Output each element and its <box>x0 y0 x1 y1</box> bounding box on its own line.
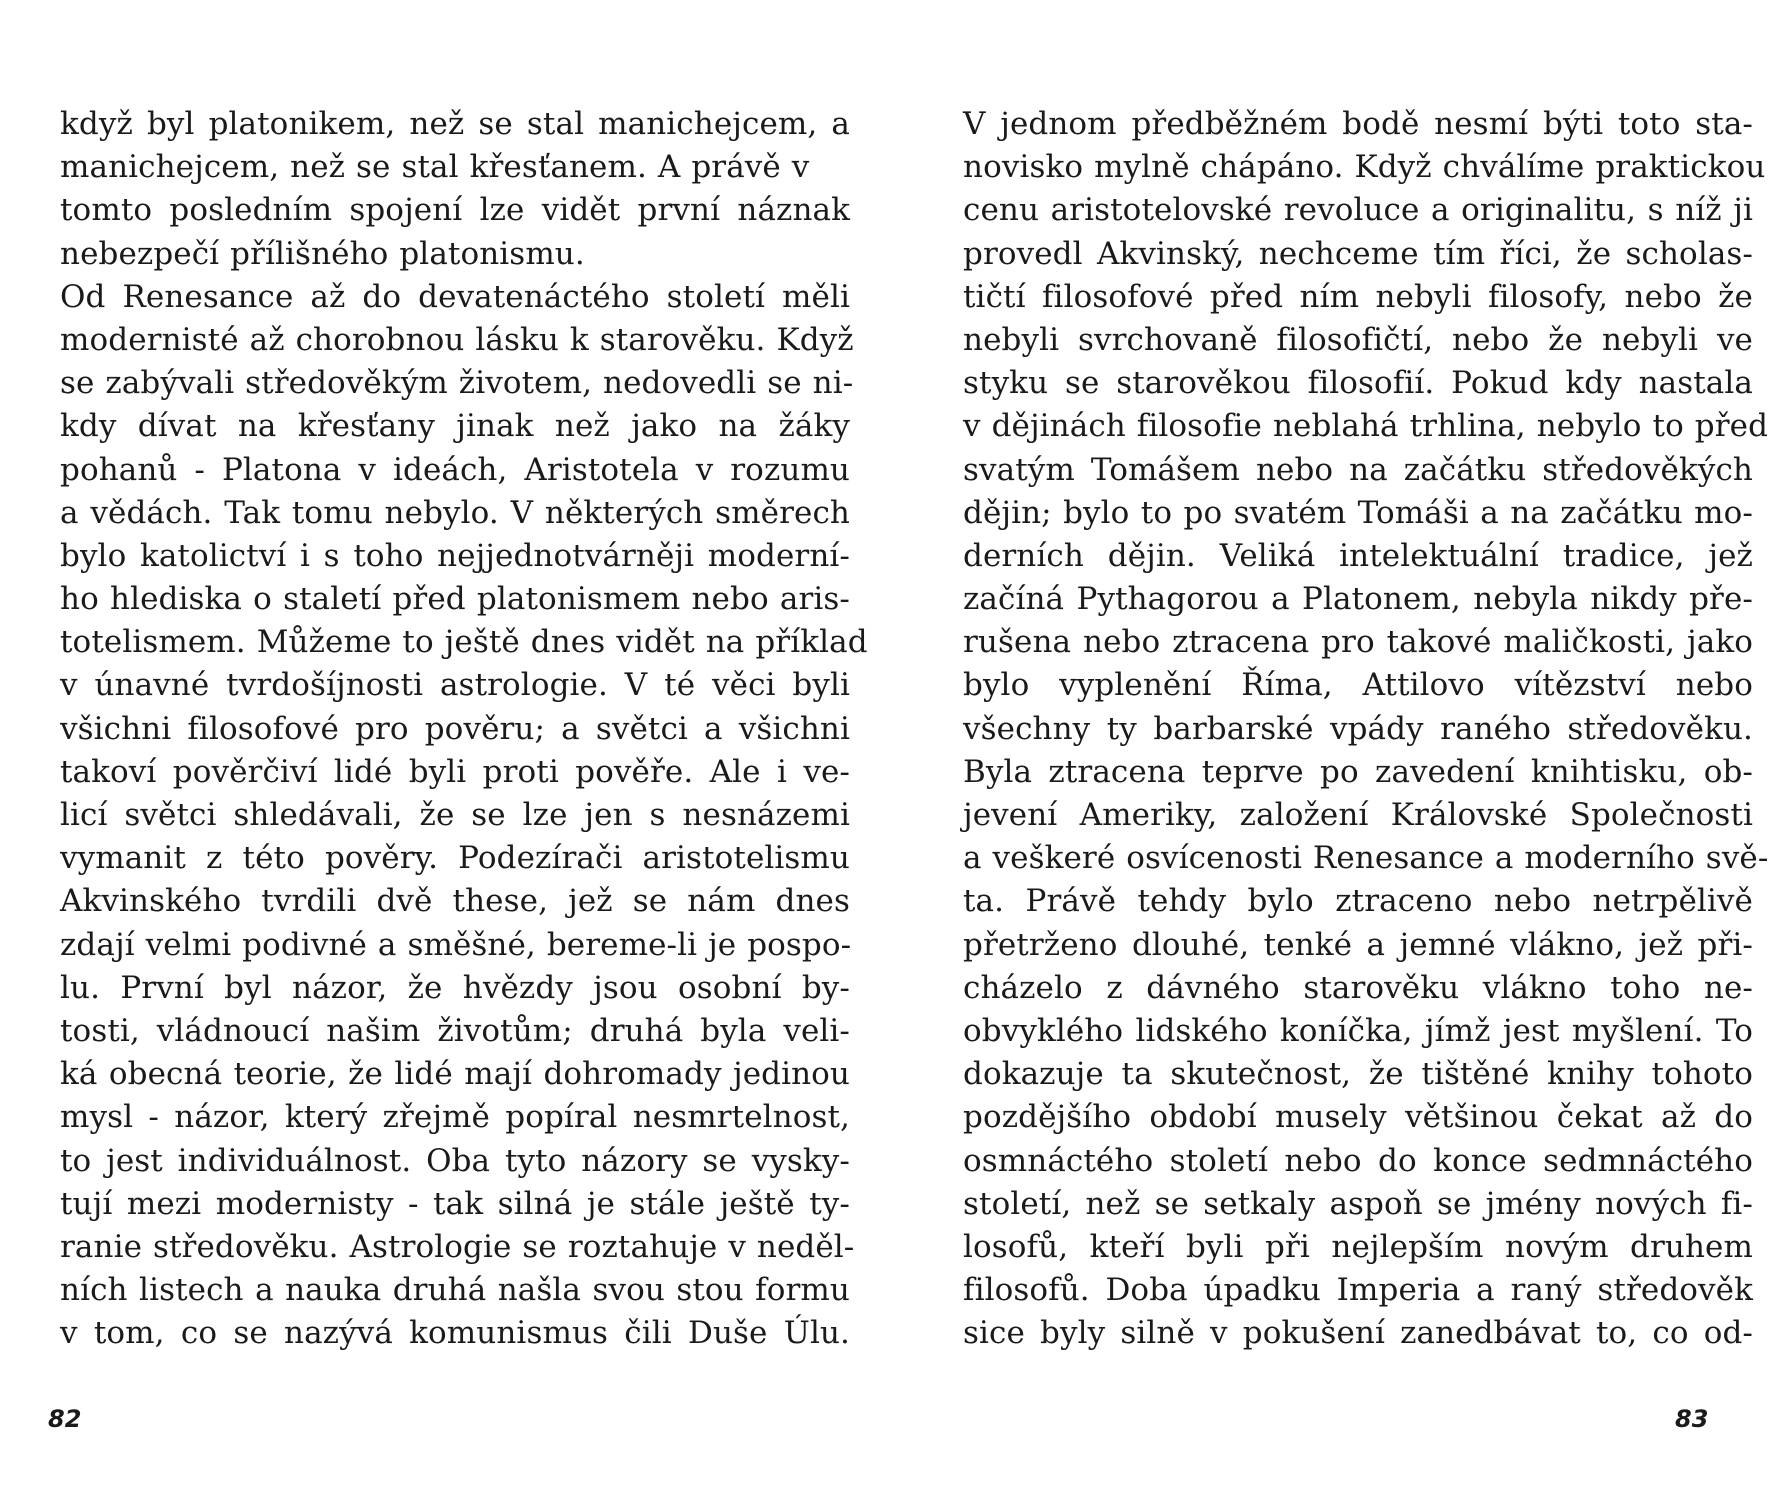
text-line: filosofů. Doba úpadku Imperia a raný středověk <box>963 1272 1753 1309</box>
text-line: ho hlediska o staletí před platonismem nebo aris- <box>60 581 850 618</box>
text-line: nebezpečí přílišného platonismu. <box>60 235 585 272</box>
text-line: osmnáctého století nebo do konce sedmnáctého <box>963 1142 1753 1179</box>
text-line: Od Renesance až do devatenáctého století měli <box>60 278 850 315</box>
text-line: ta. Právě tehdy bylo ztraceno nebo netrpělivě <box>963 883 1753 920</box>
text-line: licí světci shledávali, že se lze jen s nesnázemi <box>60 797 850 833</box>
text-line: lu. První byl názor, že hvězdy jsou osobní by- <box>60 969 850 1006</box>
text-line: sice byly silně v pokušení zanedbávat to, co od- <box>963 1315 1753 1352</box>
text-line: novisko mylně chápáno. Když chválíme praktickou <box>963 149 1766 186</box>
text-line: a vědách. Tak tomu nebylo. V některých směrech <box>60 494 850 531</box>
text-line: provedl Akvinský, nechceme tím říci, že scholas- <box>963 235 1753 272</box>
page-number: 83 <box>1675 1405 1709 1433</box>
text-line: a veškeré osvícenosti Renesance a moderního svě- <box>963 840 1769 877</box>
text-line: v dějinách filosofie neblahá trhlina, nebylo to před <box>963 408 1769 445</box>
text-line: Akvinského tvrdili dvě these, jež se nám dnes <box>60 883 850 920</box>
text-line: ká obecná teorie, že lidé mají dohromady jedinou <box>60 1056 850 1093</box>
page-number: 82 <box>48 1405 82 1433</box>
text-line: tují mezi modernisty - tak silná je stále ještě ty- <box>60 1185 850 1222</box>
text-line: losofů, kteří byli při nejlepším novým druhem <box>963 1228 1753 1265</box>
right-page-text <box>963 103 1769 1355</box>
text-line: pozdějšího období musely většinou čekat až do <box>963 1099 1753 1136</box>
text-line: svatým Tomášem nebo na začátku středověkých <box>963 451 1753 488</box>
text-line: všichni filosofové pro pověru; a světci a všichni <box>60 710 850 747</box>
text-line: století, než se setkaly aspoň se jmény nových fi- <box>963 1185 1753 1222</box>
text-line: modernisté až chorobnou lásku k starověku. Když <box>60 321 854 358</box>
text-line: mysl - názor, který zřejmě popíral nesmrtelnost, <box>60 1099 850 1136</box>
text-line: bylo katolictví i s toho nejjednotvárněji moderní- <box>60 537 850 574</box>
text-line: v tom, co se nazývá komunismus čili Duše Úlu. <box>60 1315 850 1352</box>
text-line: v únavné tvrdošíjnosti astrologie. V té věci byli <box>60 667 850 704</box>
text-line: to jest individuálnost. Oba tyto názory se vysky- <box>60 1142 850 1179</box>
text-line: ranie středověku. Astrologie se roztahuje v neděl- <box>60 1228 855 1265</box>
left-page-text <box>60 103 868 1355</box>
text-line: se zabývali středověkým životem, nedovedli se ni- <box>60 365 854 402</box>
text-line: derních dějin. Veliká intelektuální tradice, jež <box>963 537 1753 574</box>
text-line: dokazuje ta skutečnost, že tištěné knihy tohoto <box>963 1056 1753 1093</box>
text-line: takoví pověrčiví lidé byli proti pověře. Ale i ve- <box>60 753 850 790</box>
text-line: ních listech a nauka druhá našla svou stou formu <box>60 1272 850 1309</box>
text-line: nebyli svrchovaně filosofičtí, nebo že nebyli ve <box>963 321 1753 358</box>
text-line: když byl platonikem, než se stal manichejcem, a <box>60 106 850 142</box>
text-line: začíná Pythagorou a Platonem, nebyla nikdy pře- <box>963 581 1753 618</box>
text-line: zdají velmi podivné a směšné, bereme-li je pospo- <box>60 926 852 963</box>
text-line: Byla ztracena teprve po zavedení knihtisku, ob- <box>963 753 1753 790</box>
text-line: tičtí filosofové před ním nebyli filosofy, nebo že <box>963 278 1753 315</box>
text-line: vymanit z této pověry. Podezírači aristotelismu <box>60 840 850 877</box>
text-line: bylo vyplenění Říma, Attilovo vítězství nebo <box>963 667 1753 704</box>
right-page <box>893 0 1786 1500</box>
text-line: pohanů - Platona v ideách, Aristotela v rozumu <box>60 451 850 488</box>
text-line: manichejcem, než se stal křesťanem. A právě v <box>60 149 810 186</box>
text-line: V jednom předběžném bodě nesmí býti toto sta- <box>963 106 1753 142</box>
text-line: obvyklého lidského koníčka, jímž jest myšlení. To <box>963 1012 1753 1049</box>
text-line: cenu aristotelovské revoluce a originalitu, s níž ji <box>963 192 1753 229</box>
text-line: cházelo z dávného starověku vlákno toho ne- <box>963 969 1753 1006</box>
text-line: styku se starověkou filosofií. Pokud kdy nastala <box>963 365 1753 402</box>
text-line: rušena nebo ztracena pro takové maličkosti, jako <box>963 624 1753 661</box>
text-line: všechny ty barbarské vpády raného středověku. <box>963 710 1753 747</box>
text-line: totelismem. Můžeme to ještě dnes vidět na příklad <box>60 624 868 661</box>
text-line: kdy dívat na křesťany jinak než jako na žáky <box>60 408 850 445</box>
text-line: přetrženo dlouhé, tenké a jemné vlákno, jež při- <box>963 926 1753 963</box>
text-line: tomto posledním spojení lze vidět první náznak <box>60 192 850 229</box>
text-line: tosti, vládnoucí našim životům; druhá byla veli- <box>60 1012 850 1049</box>
text-line: dějin; bylo to po svatém Tomáši a na začátku mo- <box>963 494 1753 531</box>
text-line: jevení Ameriky, založení Královské Společnosti <box>963 797 1753 833</box>
